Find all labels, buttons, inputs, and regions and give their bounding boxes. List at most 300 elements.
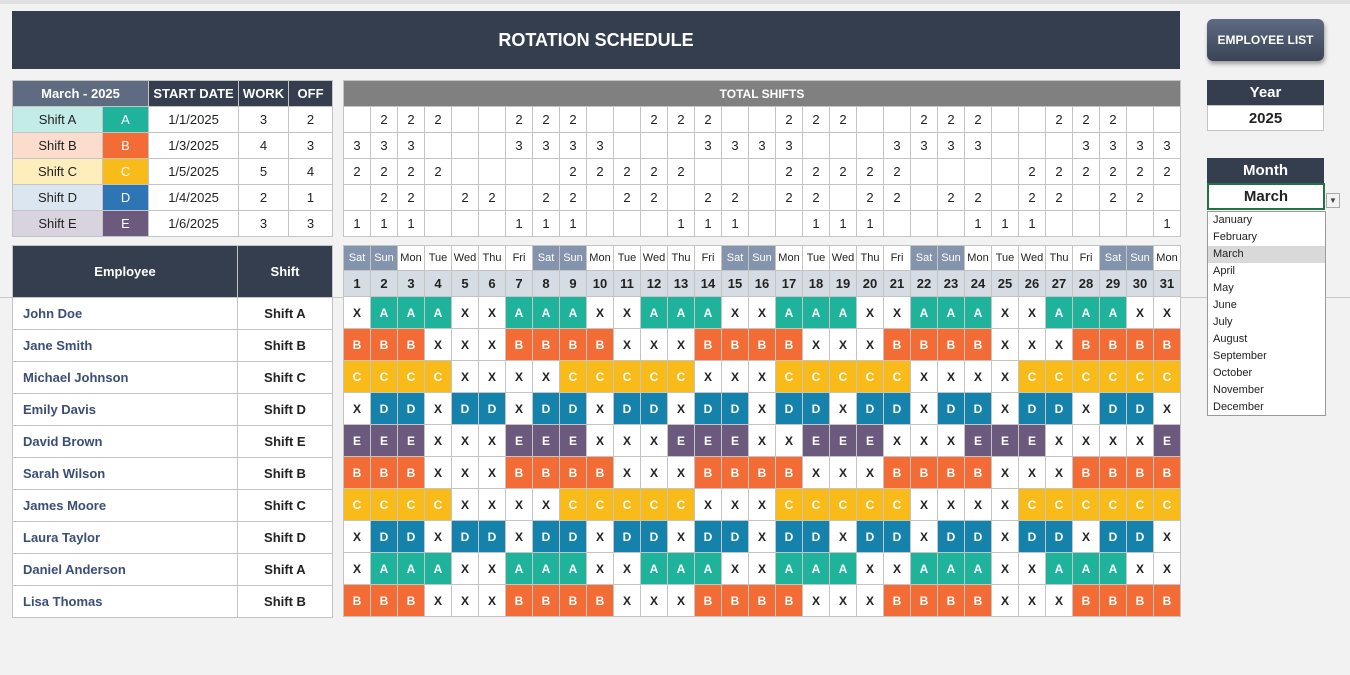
schedule-cell[interactable]: C	[1100, 361, 1127, 393]
schedule-cell[interactable]: X	[911, 361, 938, 393]
schedule-cell[interactable]: X	[722, 361, 749, 393]
schedule-cell[interactable]: E	[371, 425, 398, 457]
month-option[interactable]: March	[1208, 246, 1325, 263]
schedule-cell[interactable]: X	[641, 329, 668, 361]
schedule-cell[interactable]: X	[776, 425, 803, 457]
schedule-cell[interactable]: C	[1154, 361, 1181, 393]
schedule-cell[interactable]: D	[479, 521, 506, 553]
schedule-cell[interactable]: X	[830, 329, 857, 361]
schedule-cell[interactable]: B	[506, 585, 533, 617]
schedule-cell[interactable]: X	[1073, 393, 1100, 425]
schedule-cell[interactable]: X	[992, 553, 1019, 585]
schedule-cell[interactable]: B	[938, 585, 965, 617]
schedule-cell[interactable]: B	[371, 329, 398, 361]
schedule-cell[interactable]: X	[479, 457, 506, 489]
schedule-cell[interactable]: B	[533, 457, 560, 489]
schedule-cell[interactable]: D	[965, 521, 992, 553]
schedule-cell[interactable]: X	[830, 585, 857, 617]
schedule-cell[interactable]: D	[695, 521, 722, 553]
schedule-cell[interactable]: B	[344, 585, 371, 617]
schedule-cell[interactable]: C	[830, 361, 857, 393]
schedule-cell[interactable]: E	[992, 425, 1019, 457]
schedule-cell[interactable]: C	[398, 489, 425, 521]
schedule-cell[interactable]: A	[641, 553, 668, 585]
schedule-cell[interactable]: B	[776, 457, 803, 489]
schedule-cell[interactable]: A	[911, 297, 938, 329]
schedule-cell[interactable]: D	[452, 521, 479, 553]
schedule-cell[interactable]: X	[587, 521, 614, 553]
schedule-cell[interactable]: X	[857, 457, 884, 489]
schedule-cell[interactable]: X	[749, 393, 776, 425]
schedule-cell[interactable]: C	[803, 489, 830, 521]
schedule-cell[interactable]: B	[884, 585, 911, 617]
schedule-cell[interactable]: D	[776, 521, 803, 553]
schedule-cell[interactable]: X	[479, 585, 506, 617]
schedule-cell[interactable]: C	[884, 361, 911, 393]
schedule-cell[interactable]: X	[1073, 425, 1100, 457]
schedule-cell[interactable]: X	[452, 585, 479, 617]
schedule-cell[interactable]: A	[560, 297, 587, 329]
schedule-cell[interactable]: A	[398, 297, 425, 329]
schedule-cell[interactable]: X	[452, 457, 479, 489]
schedule-cell[interactable]: B	[371, 457, 398, 489]
schedule-cell[interactable]: D	[695, 393, 722, 425]
month-option[interactable]: October	[1213, 367, 1253, 379]
schedule-cell[interactable]: X	[965, 489, 992, 521]
month-option[interactable]: May	[1213, 282, 1234, 294]
schedule-cell[interactable]: B	[1154, 457, 1181, 489]
schedule-cell[interactable]: B	[938, 457, 965, 489]
schedule-cell[interactable]: X	[452, 361, 479, 393]
schedule-cell[interactable]: X	[479, 425, 506, 457]
schedule-cell[interactable]: X	[1046, 425, 1073, 457]
month-select[interactable]: March	[1207, 183, 1325, 210]
schedule-cell[interactable]: B	[506, 329, 533, 361]
schedule-cell[interactable]: B	[695, 329, 722, 361]
schedule-cell[interactable]: D	[560, 393, 587, 425]
schedule-cell[interactable]: X	[425, 425, 452, 457]
schedule-cell[interactable]: A	[506, 297, 533, 329]
schedule-cell[interactable]: C	[371, 361, 398, 393]
schedule-cell[interactable]: X	[614, 585, 641, 617]
schedule-cell[interactable]: D	[452, 393, 479, 425]
schedule-cell[interactable]: X	[506, 521, 533, 553]
schedule-cell[interactable]: X	[938, 489, 965, 521]
schedule-cell[interactable]: X	[722, 297, 749, 329]
schedule-cell[interactable]: C	[398, 361, 425, 393]
schedule-cell[interactable]: X	[695, 361, 722, 393]
schedule-cell[interactable]: B	[587, 457, 614, 489]
schedule-cell[interactable]: X	[857, 329, 884, 361]
schedule-cell[interactable]: D	[857, 393, 884, 425]
schedule-cell[interactable]: X	[1019, 457, 1046, 489]
schedule-cell[interactable]: X	[911, 489, 938, 521]
schedule-cell[interactable]: A	[560, 553, 587, 585]
schedule-cell[interactable]: A	[425, 553, 452, 585]
schedule-cell[interactable]: A	[911, 553, 938, 585]
schedule-cell[interactable]: E	[398, 425, 425, 457]
schedule-cell[interactable]: A	[1073, 297, 1100, 329]
schedule-cell[interactable]: C	[1046, 489, 1073, 521]
schedule-cell[interactable]: B	[938, 329, 965, 361]
schedule-cell[interactable]: B	[884, 329, 911, 361]
schedule-cell[interactable]: C	[1073, 489, 1100, 521]
schedule-cell[interactable]: C	[641, 489, 668, 521]
schedule-cell[interactable]: D	[803, 521, 830, 553]
schedule-cell[interactable]: X	[587, 393, 614, 425]
schedule-cell[interactable]: X	[830, 457, 857, 489]
schedule-cell[interactable]: C	[776, 361, 803, 393]
schedule-cell[interactable]: A	[803, 297, 830, 329]
schedule-cell[interactable]: E	[695, 425, 722, 457]
schedule-cell[interactable]: B	[1100, 329, 1127, 361]
schedule-cell[interactable]: X	[614, 553, 641, 585]
schedule-cell[interactable]: B	[776, 585, 803, 617]
schedule-cell[interactable]: X	[1019, 553, 1046, 585]
schedule-cell[interactable]: C	[560, 361, 587, 393]
schedule-cell[interactable]: E	[506, 425, 533, 457]
schedule-cell[interactable]: A	[668, 297, 695, 329]
schedule-cell[interactable]: C	[1019, 361, 1046, 393]
schedule-cell[interactable]: X	[1127, 553, 1154, 585]
schedule-cell[interactable]: X	[425, 329, 452, 361]
month-option[interactable]: December	[1213, 401, 1264, 413]
schedule-cell[interactable]: C	[668, 361, 695, 393]
schedule-cell[interactable]: A	[668, 553, 695, 585]
schedule-cell[interactable]: B	[965, 457, 992, 489]
schedule-cell[interactable]: D	[398, 521, 425, 553]
schedule-cell[interactable]: X	[749, 297, 776, 329]
schedule-cell[interactable]: X	[1019, 585, 1046, 617]
schedule-cell[interactable]: X	[614, 329, 641, 361]
schedule-cell[interactable]: D	[803, 393, 830, 425]
schedule-cell[interactable]: D	[938, 521, 965, 553]
schedule-cell[interactable]: D	[1100, 521, 1127, 553]
schedule-cell[interactable]: B	[587, 585, 614, 617]
schedule-cell[interactable]: A	[533, 553, 560, 585]
month-option[interactable]: July	[1213, 316, 1233, 328]
schedule-cell[interactable]: A	[1100, 297, 1127, 329]
schedule-cell[interactable]: B	[398, 457, 425, 489]
schedule-cell[interactable]: E	[1154, 425, 1181, 457]
schedule-cell[interactable]: X	[749, 553, 776, 585]
schedule-cell[interactable]: B	[587, 329, 614, 361]
schedule-cell[interactable]: X	[425, 585, 452, 617]
schedule-cell[interactable]: D	[371, 393, 398, 425]
schedule-cell[interactable]: D	[776, 393, 803, 425]
month-option[interactable]: August	[1213, 333, 1248, 345]
schedule-cell[interactable]: C	[830, 489, 857, 521]
schedule-cell[interactable]: D	[1127, 521, 1154, 553]
schedule-cell[interactable]: X	[884, 553, 911, 585]
schedule-cell[interactable]: E	[857, 425, 884, 457]
schedule-cell[interactable]: X	[587, 553, 614, 585]
schedule-cell[interactable]: B	[398, 329, 425, 361]
schedule-cell[interactable]: X	[911, 393, 938, 425]
schedule-cell[interactable]: A	[371, 553, 398, 585]
schedule-cell[interactable]: X	[911, 521, 938, 553]
schedule-cell[interactable]: B	[722, 457, 749, 489]
schedule-cell[interactable]: X	[668, 585, 695, 617]
schedule-cell[interactable]: B	[560, 457, 587, 489]
schedule-cell[interactable]: X	[749, 361, 776, 393]
schedule-cell[interactable]: X	[911, 425, 938, 457]
schedule-cell[interactable]: A	[695, 553, 722, 585]
schedule-cell[interactable]: C	[641, 361, 668, 393]
schedule-cell[interactable]: E	[1019, 425, 1046, 457]
schedule-cell[interactable]: A	[965, 297, 992, 329]
schedule-cell[interactable]: D	[1100, 393, 1127, 425]
schedule-cell[interactable]: B	[911, 585, 938, 617]
schedule-cell[interactable]: B	[371, 585, 398, 617]
schedule-cell[interactable]: X	[1019, 329, 1046, 361]
schedule-cell[interactable]: X	[1154, 297, 1181, 329]
schedule-cell[interactable]: X	[938, 361, 965, 393]
schedule-cell[interactable]: X	[452, 329, 479, 361]
schedule-cell[interactable]: X	[1100, 425, 1127, 457]
schedule-cell[interactable]: X	[992, 393, 1019, 425]
schedule-cell[interactable]: X	[722, 489, 749, 521]
schedule-cell[interactable]: B	[1100, 457, 1127, 489]
schedule-cell[interactable]: X	[425, 521, 452, 553]
schedule-cell[interactable]: X	[479, 489, 506, 521]
schedule-cell[interactable]: D	[641, 521, 668, 553]
schedule-cell[interactable]: C	[803, 361, 830, 393]
schedule-cell[interactable]: X	[668, 457, 695, 489]
month-option[interactable]: September	[1213, 350, 1267, 362]
schedule-cell[interactable]: C	[587, 489, 614, 521]
schedule-cell[interactable]: B	[1154, 585, 1181, 617]
schedule-cell[interactable]: D	[1019, 521, 1046, 553]
schedule-cell[interactable]: B	[506, 457, 533, 489]
schedule-cell[interactable]: B	[398, 585, 425, 617]
schedule-cell[interactable]: X	[479, 329, 506, 361]
schedule-cell[interactable]: X	[614, 297, 641, 329]
schedule-cell[interactable]: C	[776, 489, 803, 521]
schedule-cell[interactable]: A	[1046, 297, 1073, 329]
schedule-cell[interactable]: C	[344, 361, 371, 393]
schedule-cell[interactable]: X	[452, 489, 479, 521]
schedule-cell[interactable]: B	[965, 585, 992, 617]
schedule-cell[interactable]: D	[938, 393, 965, 425]
schedule-cell[interactable]: B	[695, 585, 722, 617]
schedule-cell[interactable]: B	[1073, 585, 1100, 617]
schedule-cell[interactable]: X	[965, 361, 992, 393]
schedule-cell[interactable]: E	[560, 425, 587, 457]
schedule-cell[interactable]: B	[965, 329, 992, 361]
schedule-cell[interactable]: X	[992, 457, 1019, 489]
schedule-cell[interactable]: D	[1127, 393, 1154, 425]
schedule-cell[interactable]: D	[614, 521, 641, 553]
schedule-cell[interactable]: C	[614, 361, 641, 393]
month-option[interactable]: February	[1213, 231, 1258, 243]
month-option[interactable]: November	[1213, 384, 1264, 396]
schedule-cell[interactable]: X	[614, 425, 641, 457]
schedule-cell[interactable]: B	[1073, 329, 1100, 361]
schedule-cell[interactable]: X	[722, 553, 749, 585]
schedule-cell[interactable]: X	[479, 553, 506, 585]
schedule-cell[interactable]: B	[722, 585, 749, 617]
schedule-cell[interactable]: X	[344, 393, 371, 425]
schedule-cell[interactable]: A	[830, 297, 857, 329]
schedule-cell[interactable]: A	[425, 297, 452, 329]
schedule-cell[interactable]: A	[776, 297, 803, 329]
schedule-cell[interactable]: B	[695, 457, 722, 489]
schedule-cell[interactable]: B	[911, 457, 938, 489]
schedule-cell[interactable]: B	[749, 585, 776, 617]
schedule-cell[interactable]: X	[830, 393, 857, 425]
schedule-cell[interactable]: C	[1154, 489, 1181, 521]
schedule-cell[interactable]: A	[776, 553, 803, 585]
schedule-cell[interactable]: D	[1046, 521, 1073, 553]
schedule-cell[interactable]: D	[614, 393, 641, 425]
month-option[interactable]: April	[1213, 265, 1236, 277]
schedule-cell[interactable]: X	[425, 457, 452, 489]
schedule-cell[interactable]: D	[722, 393, 749, 425]
schedule-cell[interactable]: X	[587, 425, 614, 457]
schedule-cell[interactable]: X	[1154, 393, 1181, 425]
schedule-cell[interactable]: C	[560, 489, 587, 521]
schedule-cell[interactable]: X	[641, 457, 668, 489]
schedule-cell[interactable]: X	[506, 361, 533, 393]
schedule-cell[interactable]: X	[803, 585, 830, 617]
schedule-cell[interactable]: B	[911, 329, 938, 361]
schedule-cell[interactable]: B	[1127, 585, 1154, 617]
chevron-down-icon[interactable]: ▼	[1326, 193, 1340, 208]
schedule-cell[interactable]: X	[749, 521, 776, 553]
schedule-cell[interactable]: E	[533, 425, 560, 457]
schedule-cell[interactable]: E	[803, 425, 830, 457]
schedule-cell[interactable]: X	[1154, 553, 1181, 585]
schedule-cell[interactable]: X	[857, 297, 884, 329]
schedule-cell[interactable]: C	[1073, 361, 1100, 393]
schedule-cell[interactable]: B	[1154, 329, 1181, 361]
schedule-cell[interactable]: C	[857, 361, 884, 393]
schedule-cell[interactable]: C	[1127, 361, 1154, 393]
schedule-cell[interactable]: X	[587, 297, 614, 329]
schedule-cell[interactable]: X	[803, 329, 830, 361]
schedule-cell[interactable]: D	[533, 393, 560, 425]
schedule-cell[interactable]: A	[1046, 553, 1073, 585]
schedule-cell[interactable]: X	[857, 553, 884, 585]
schedule-cell[interactable]: X	[1046, 457, 1073, 489]
schedule-cell[interactable]: X	[1073, 521, 1100, 553]
schedule-cell[interactable]: X	[344, 297, 371, 329]
schedule-cell[interactable]: C	[1046, 361, 1073, 393]
schedule-cell[interactable]: X	[452, 297, 479, 329]
schedule-cell[interactable]: C	[1100, 489, 1127, 521]
schedule-cell[interactable]: B	[344, 329, 371, 361]
schedule-cell[interactable]: X	[884, 425, 911, 457]
schedule-cell[interactable]: A	[1100, 553, 1127, 585]
schedule-cell[interactable]: C	[884, 489, 911, 521]
schedule-cell[interactable]: X	[614, 457, 641, 489]
schedule-cell[interactable]: A	[1073, 553, 1100, 585]
schedule-cell[interactable]: X	[992, 489, 1019, 521]
schedule-cell[interactable]: E	[965, 425, 992, 457]
schedule-cell[interactable]: A	[371, 297, 398, 329]
schedule-cell[interactable]: C	[1019, 489, 1046, 521]
schedule-cell[interactable]: X	[344, 521, 371, 553]
schedule-cell[interactable]: X	[1046, 329, 1073, 361]
schedule-cell[interactable]: X	[695, 489, 722, 521]
schedule-cell[interactable]: X	[641, 425, 668, 457]
schedule-cell[interactable]: B	[533, 585, 560, 617]
schedule-cell[interactable]: X	[992, 297, 1019, 329]
schedule-cell[interactable]: X	[425, 393, 452, 425]
schedule-cell[interactable]: B	[884, 457, 911, 489]
schedule-cell[interactable]: A	[803, 553, 830, 585]
schedule-cell[interactable]: C	[425, 489, 452, 521]
schedule-cell[interactable]: B	[776, 329, 803, 361]
schedule-cell[interactable]: E	[722, 425, 749, 457]
schedule-cell[interactable]: X	[1019, 297, 1046, 329]
schedule-cell[interactable]: B	[560, 329, 587, 361]
schedule-cell[interactable]: X	[668, 329, 695, 361]
schedule-cell[interactable]: C	[1127, 489, 1154, 521]
schedule-cell[interactable]: X	[884, 297, 911, 329]
schedule-cell[interactable]: D	[398, 393, 425, 425]
schedule-cell[interactable]: X	[749, 489, 776, 521]
schedule-cell[interactable]: X	[533, 361, 560, 393]
schedule-cell[interactable]: E	[344, 425, 371, 457]
month-option[interactable]: January	[1213, 214, 1253, 226]
schedule-cell[interactable]: B	[344, 457, 371, 489]
schedule-cell[interactable]: A	[641, 297, 668, 329]
schedule-cell[interactable]: X	[857, 585, 884, 617]
schedule-cell[interactable]: B	[749, 457, 776, 489]
schedule-cell[interactable]: A	[830, 553, 857, 585]
schedule-cell[interactable]: A	[938, 553, 965, 585]
schedule-cell[interactable]: X	[830, 521, 857, 553]
schedule-cell[interactable]: A	[506, 553, 533, 585]
schedule-cell[interactable]: B	[533, 329, 560, 361]
schedule-cell[interactable]: C	[425, 361, 452, 393]
schedule-cell[interactable]: X	[668, 393, 695, 425]
schedule-cell[interactable]: X	[992, 521, 1019, 553]
schedule-cell[interactable]: D	[533, 521, 560, 553]
schedule-cell[interactable]: C	[371, 489, 398, 521]
schedule-cell[interactable]: X	[506, 489, 533, 521]
schedule-cell[interactable]: X	[992, 585, 1019, 617]
schedule-cell[interactable]: X	[1127, 425, 1154, 457]
schedule-cell[interactable]: D	[884, 521, 911, 553]
schedule-cell[interactable]: D	[1046, 393, 1073, 425]
schedule-cell[interactable]: A	[533, 297, 560, 329]
schedule-cell[interactable]: C	[857, 489, 884, 521]
schedule-cell[interactable]: E	[668, 425, 695, 457]
schedule-cell[interactable]: D	[641, 393, 668, 425]
schedule-cell[interactable]: C	[344, 489, 371, 521]
schedule-cell[interactable]: D	[479, 393, 506, 425]
schedule-cell[interactable]: B	[1073, 457, 1100, 489]
year-value[interactable]: 2025	[1207, 105, 1324, 131]
schedule-cell[interactable]: X	[668, 521, 695, 553]
schedule-cell[interactable]: X	[533, 489, 560, 521]
schedule-cell[interactable]: A	[695, 297, 722, 329]
schedule-cell[interactable]: X	[992, 329, 1019, 361]
employee-list-button[interactable]: EMPLOYEE LIST	[1207, 19, 1324, 61]
schedule-cell[interactable]: B	[1127, 457, 1154, 489]
schedule-cell[interactable]: X	[452, 553, 479, 585]
schedule-cell[interactable]: X	[938, 425, 965, 457]
schedule-cell[interactable]: B	[749, 329, 776, 361]
schedule-cell[interactable]: D	[884, 393, 911, 425]
schedule-cell[interactable]: X	[1154, 521, 1181, 553]
schedule-cell[interactable]: A	[965, 553, 992, 585]
schedule-cell[interactable]: X	[641, 585, 668, 617]
schedule-cell[interactable]: X	[803, 457, 830, 489]
